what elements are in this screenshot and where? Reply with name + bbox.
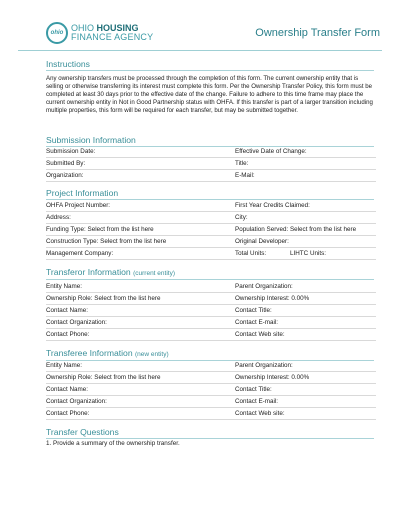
transferor-row[interactable] bbox=[46, 293, 376, 305]
submission-row[interactable] bbox=[46, 158, 376, 170]
city-field[interactable]: City: bbox=[235, 214, 248, 221]
instructions-text: Any ownership transfers must be processed through the completion of this form. The current ownership entity that is selling or otherwise transferring its interest must complete this form. Per the Ownership Transfer Policy, this form must be completed at least 30 days prior to the effective date of the change. Failure to adhere to this time frame may place the current ownership entity in Not in Good Partnership status with OHFA. If this transfer is part of a larger transition including multiple properties, this form will be required for each transfer, but may be submitted together. bbox=[46, 75, 373, 115]
submission-row[interactable] bbox=[46, 146, 376, 158]
transferor-contact-org-field[interactable]: Contact Organization: bbox=[46, 319, 107, 326]
project-row[interactable] bbox=[46, 200, 376, 212]
header bbox=[0, 0, 400, 52]
transferee-website-field[interactable]: Contact Web site: bbox=[235, 410, 285, 417]
transferor-row[interactable] bbox=[46, 305, 376, 317]
transferor-row[interactable] bbox=[46, 281, 376, 293]
transferee-ownership-interest-field[interactable]: Ownership Interest: 0.00% bbox=[235, 374, 310, 381]
address-field[interactable]: Address: bbox=[46, 214, 71, 221]
logo-wordmark bbox=[71, 24, 153, 42]
transferor-entity-name-field[interactable]: Entity Name: bbox=[46, 283, 83, 290]
ohfa-logo bbox=[46, 22, 153, 44]
logo-agency-text: FINANCE AGENCY bbox=[71, 32, 154, 42]
submission-date-field[interactable]: Submission Date: bbox=[46, 148, 96, 155]
transferee-row[interactable] bbox=[46, 384, 376, 396]
form-title: Ownership Transfer Form bbox=[255, 27, 380, 39]
instructions-heading: Instructions bbox=[46, 59, 90, 69]
transferee-heading bbox=[46, 348, 169, 358]
transferee-contact-title-field[interactable]: Contact Title: bbox=[235, 386, 272, 393]
submitter-title-field[interactable]: Title: bbox=[235, 160, 249, 167]
construction-type-select[interactable]: Construction Type: Select from the list here bbox=[46, 238, 167, 245]
transferee-row[interactable] bbox=[46, 396, 376, 408]
project-row[interactable] bbox=[46, 248, 376, 260]
transferee-row[interactable] bbox=[46, 408, 376, 420]
instructions-divider bbox=[46, 70, 374, 71]
population-served-select[interactable]: Population Served: Select from the list here bbox=[235, 226, 357, 233]
transferor-heading bbox=[46, 267, 175, 277]
transferor-contact-name-field[interactable]: Contact Name: bbox=[46, 307, 88, 314]
transferee-subtitle: (new entity) bbox=[135, 351, 169, 358]
transferor-ownership-role-select[interactable]: Ownership Role: Select from the list here bbox=[46, 295, 161, 302]
transferee-title: Transferee Information bbox=[46, 348, 133, 358]
transferee-contact-name-field[interactable]: Contact Name: bbox=[46, 386, 88, 393]
transferor-website-field[interactable]: Contact Web site: bbox=[235, 331, 285, 338]
effective-date-field[interactable]: Effective Date of Change: bbox=[235, 148, 307, 155]
submission-heading: Submission Information bbox=[46, 135, 136, 145]
project-row[interactable] bbox=[46, 236, 376, 248]
ohfa-project-number-field[interactable]: OHFA Project Number: bbox=[46, 202, 111, 209]
transferee-contact-org-field[interactable]: Contact Organization: bbox=[46, 398, 107, 405]
transferee-row[interactable] bbox=[46, 360, 376, 372]
project-heading: Project Information bbox=[46, 188, 119, 198]
transferor-divider bbox=[46, 279, 374, 280]
funding-type-select[interactable]: Funding Type: Select from the list here bbox=[46, 226, 154, 233]
original-developer-field[interactable]: Original Developer: bbox=[235, 238, 289, 245]
submission-row[interactable] bbox=[46, 170, 376, 182]
transferor-parent-org-field[interactable]: Parent Organization: bbox=[235, 283, 293, 290]
transferee-contact-email-field[interactable]: Contact E-mail: bbox=[235, 398, 279, 405]
transferor-row[interactable] bbox=[46, 317, 376, 329]
transferor-subtitle: (current entity) bbox=[133, 270, 175, 277]
transferee-contact-phone-field[interactable]: Contact Phone: bbox=[46, 410, 90, 417]
ohio-logo-icon: ohio bbox=[46, 22, 68, 44]
transferor-contact-email-field[interactable]: Contact E-mail: bbox=[235, 319, 279, 326]
transferee-parent-org-field[interactable]: Parent Organization: bbox=[235, 362, 293, 369]
project-row[interactable] bbox=[46, 224, 376, 236]
transferor-row[interactable] bbox=[46, 329, 376, 341]
question-1-label: 1. Provide a summary of the ownership transfer. bbox=[46, 440, 180, 447]
transferor-title: Transferor Information bbox=[46, 267, 131, 277]
total-units-field[interactable]: Total Units: bbox=[235, 250, 267, 257]
questions-heading: Transfer Questions bbox=[46, 427, 119, 437]
organization-field[interactable]: Organization: bbox=[46, 172, 84, 179]
transferee-entity-name-field[interactable]: Entity Name: bbox=[46, 362, 83, 369]
transferee-ownership-role-select[interactable]: Ownership Role: Select from the list here bbox=[46, 374, 161, 381]
submitted-by-field[interactable]: Submitted By: bbox=[46, 160, 86, 167]
management-company-field[interactable]: Management Company: bbox=[46, 250, 114, 257]
project-row[interactable] bbox=[46, 212, 376, 224]
question-row[interactable] bbox=[46, 438, 376, 450]
transferor-ownership-interest-field[interactable]: Ownership Interest: 0.00% bbox=[235, 295, 310, 302]
header-divider bbox=[18, 50, 382, 51]
email-field[interactable]: E-Mail: bbox=[235, 172, 255, 179]
first-year-credits-field[interactable]: First Year Credits Claimed: bbox=[235, 202, 310, 209]
logo-housing-text: HOUSING bbox=[96, 23, 139, 33]
lihtc-units-field[interactable]: LIHTC Units: bbox=[290, 250, 327, 257]
transferee-row[interactable] bbox=[46, 372, 376, 384]
logo-ohio-text: OHIO bbox=[71, 23, 97, 33]
transferor-contact-phone-field[interactable]: Contact Phone: bbox=[46, 331, 90, 338]
transferor-contact-title-field[interactable]: Contact Title: bbox=[235, 307, 272, 314]
